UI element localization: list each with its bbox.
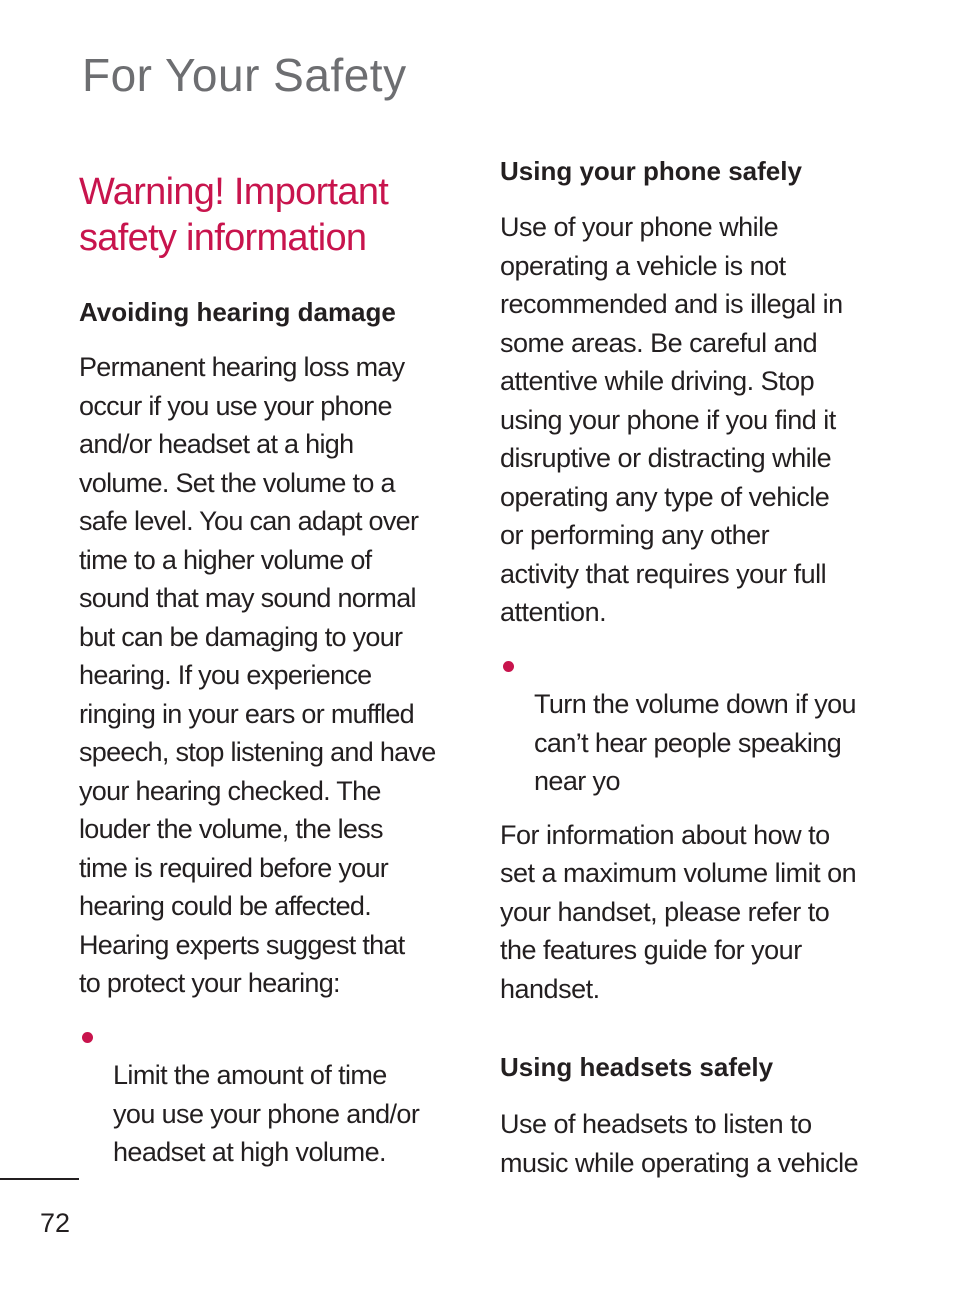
hearing-damage-paragraph: Permanent hearing loss may occur if you use your phone and/or headset at a high volume. Set the volume to a safe level. You can adapt over time to a higher volume of sound that may sound normal but can be damaging to your hearing. If you experience ringing in your ears or muffled speech, stop listening and have your hearing checked. The louder the volume, the less time is required before your hearing could be affected. Hearing experts suggest that to protect your hearing: (79, 352, 436, 998)
page-title: For Your Safety (82, 49, 407, 101)
headsets-safely-heading: Using headsets safely (500, 1052, 774, 1082)
bullet-dot-icon (503, 661, 514, 672)
volume-info-paragraph: For information about how to set a maximum volume limit on your handset, please refer to the features guide for your handset. (500, 819, 857, 1004)
headsets-safely-paragraph: Use of headsets to listen to music while operating a vehicle (500, 1109, 859, 1178)
bullet-text: Limit the amount of time you use your phone and/or headset at high volume. (113, 1060, 420, 1167)
right-column (500, 150, 890, 1182)
page-number: 72 (40, 1208, 71, 1238)
phone-bullet-list (500, 647, 890, 801)
footer-divider (0, 1178, 79, 1180)
list-item (500, 647, 890, 801)
hearing-damage-heading: Avoiding hearing damage (79, 297, 396, 327)
phone-safely-heading: Using your phone safely (500, 156, 802, 186)
warning-title: Warning! Important safety information (79, 171, 389, 259)
hearing-bullet-list (79, 1018, 464, 1172)
left-column (79, 150, 464, 1172)
bullet-dot-icon (82, 1032, 93, 1043)
phone-safely-paragraph: Use of your phone while operating a vehicle is not recommended and is illegal in some areas. Be careful and attentive while driving. Stop using your phone if you find it disruptive or distracting while operating any type of vehicle or performing any other activity that requires your full attention. (500, 212, 843, 627)
list-item (79, 1018, 464, 1172)
bullet-text: Turn the volume down if you can’t hear people speaking near yo (534, 689, 856, 796)
